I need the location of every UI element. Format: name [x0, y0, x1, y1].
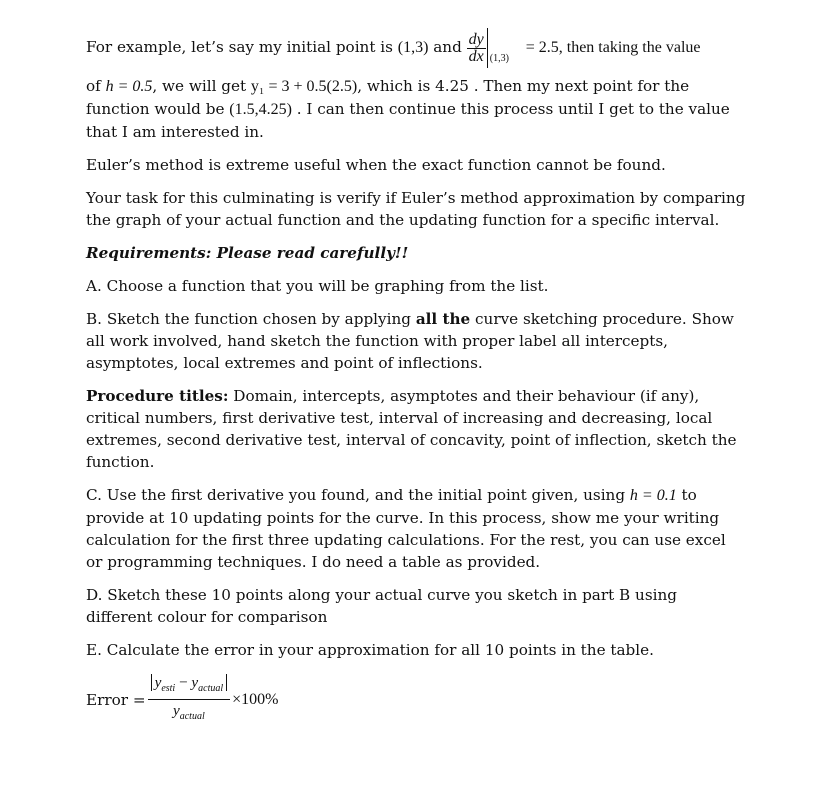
error-formula [86, 672, 746, 728]
requirement-c-text: to provide at 10 updating points for the curve. In this process, show me your writing calculation for the first three updating calculations. For the rest, you can use excel or programming techniques. I do need a table as provided. [86, 486, 726, 571]
intro-line-2 [86, 75, 746, 143]
times-100-percent: ×100% [232, 691, 279, 709]
esti-subscript: esti [161, 683, 176, 695]
y-symbol: y [191, 674, 199, 691]
intro-text: that I am interested in. [86, 123, 264, 141]
document-body [86, 28, 746, 728]
intro-text: , which is 4.25 . Then my next point for the [357, 77, 690, 95]
derivative-denominator: dx [468, 47, 484, 65]
initial-point: (1,3) [397, 39, 429, 56]
requirement-b-text: B. Sketch the function chosen by applying [86, 310, 416, 328]
requirement-c-text: C. Use the first derivative you found, and the initial point given, using [86, 486, 630, 504]
evaluation-point: (1,3) [489, 53, 509, 64]
actual-subscript: actual [198, 683, 224, 695]
requirement-b-text: curve sketching procedure. Show all work involved, hand sketch the function with proper label all intercepts, asymptotes, local extremes and point of inflections. [86, 310, 734, 372]
procedure-label: Procedure titles: [86, 387, 229, 405]
derivative-value: = 2.5, then taking the value [521, 39, 701, 56]
intro-text: , we will get [152, 77, 251, 95]
requirements-heading: Requirements: Please read carefully!! [86, 244, 409, 262]
intro-text: function would be [86, 100, 230, 118]
intro-text: For example, let’s say my initial point is [86, 38, 398, 56]
intro-and: and [428, 38, 467, 56]
requirement-d: D. Sketch these 10 points along your actual curve you sketch in part B using different colour for comparison [86, 586, 677, 626]
error-label: Error = [86, 691, 146, 710]
procedure-text: Domain, intercepts, asymptotes and their behaviour (if any), critical numbers, first derivative test, interval of increasing and decreasing, local extremes, second derivative test, interval of concavity, point of inflection, sketch the function. [86, 387, 737, 471]
derivative-fraction [467, 32, 486, 65]
requirement-b-emphasis: all the [415, 310, 471, 328]
error-numerator [148, 672, 231, 700]
requirement-c [86, 484, 746, 573]
error-denominator [148, 700, 231, 728]
actual-subscript: actual [179, 711, 205, 723]
evaluation-bar [487, 28, 522, 68]
next-point: (1.5,4.25) [229, 101, 292, 118]
euler-note: Euler’s method is extreme useful when the exact function cannot be found. [86, 156, 666, 174]
step-size: h = 0.5 [105, 78, 153, 95]
requirement-b [86, 308, 746, 374]
procedure-titles [86, 385, 746, 473]
error-fraction [148, 672, 231, 728]
absolute-difference [151, 674, 228, 695]
y-symbol: y [172, 702, 180, 720]
first-update-formula: y₁ = 3 + 0.5(2.5) [250, 78, 358, 95]
requirement-a: A. Choose a function that you will be graphing from the list. [86, 277, 549, 295]
y-symbol: y [154, 674, 162, 691]
minus-sign: − [175, 674, 192, 691]
intro-line-1 [86, 28, 746, 68]
intro-text: of [86, 77, 106, 95]
derivative-numerator: dy [468, 30, 484, 48]
intro-text: . I can then continue this process until I get to the value [291, 100, 730, 118]
requirement-e: E. Calculate the error in your approximation for all 10 points in the table. [86, 641, 654, 659]
task-paragraph: Your task for this culminating is verify if Euler’s method approximation by comparing the graph of your actual function and the updating function for a specific interval. [86, 189, 746, 229]
step-size-c: h = 0.1 [629, 487, 677, 504]
